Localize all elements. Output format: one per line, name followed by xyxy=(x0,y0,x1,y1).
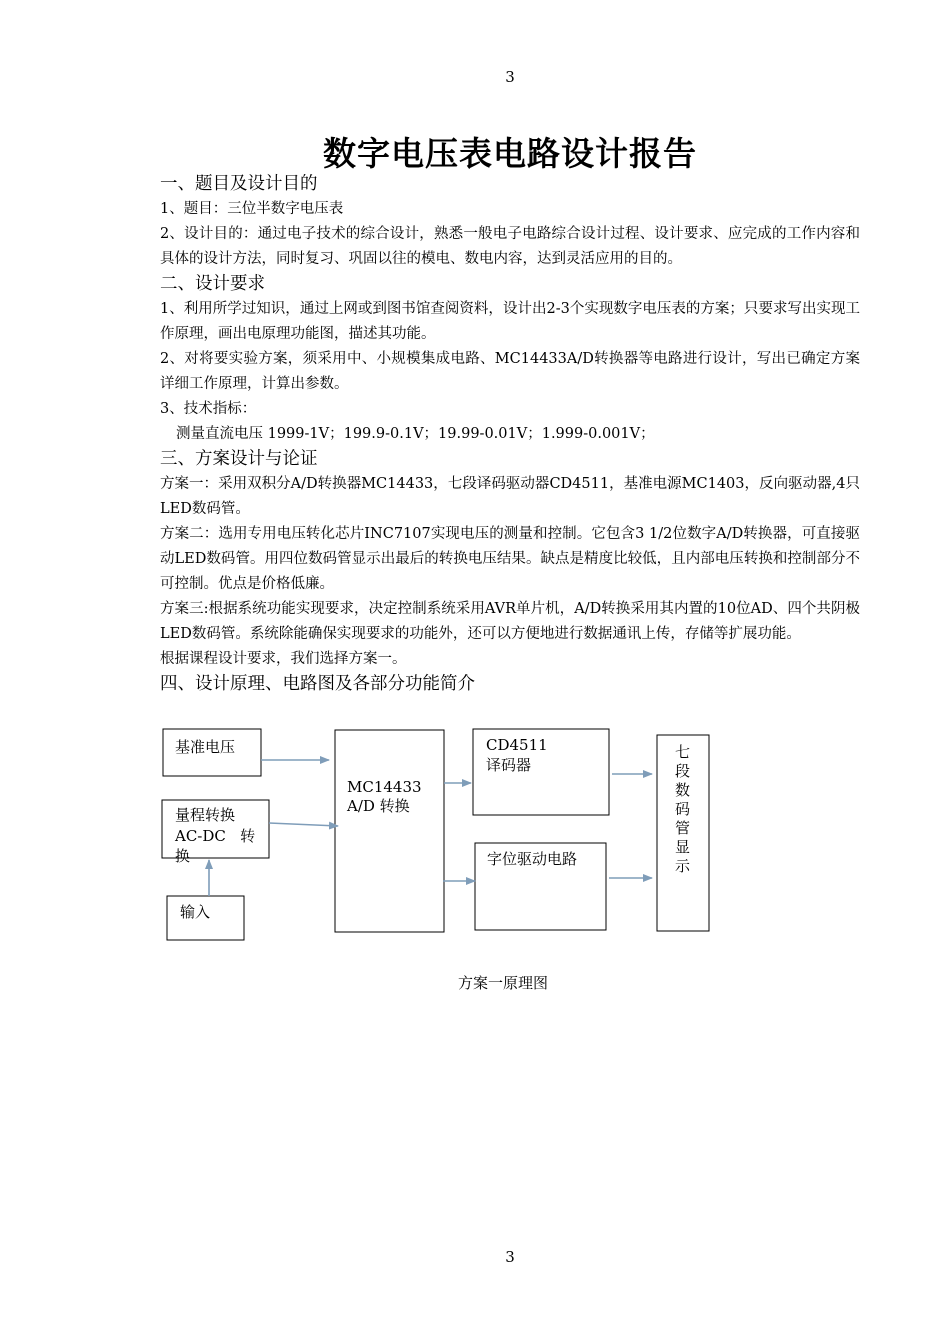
paragraph: 2、对将要实验方案，须采用中、小规模集成电路、MC14433A/D转换器等电路进行设计，写出已确定方案详细工作原理，计算出参数。 xyxy=(160,351,860,392)
range-label-line2: AC-DC 转 xyxy=(175,827,256,845)
decoder-label-line1: CD4511 xyxy=(486,736,548,754)
ref-voltage-label: 基准电压 xyxy=(175,738,236,756)
paragraph: 测量直流电压 1999-1V；199.9-0.1V；19.99-0.01V；1.999-0.001V； xyxy=(176,426,655,442)
adc-box xyxy=(335,730,444,932)
page-title: 数字电压表电路设计报告 xyxy=(323,134,697,173)
page-number-bottom: 3 xyxy=(505,1248,515,1266)
paragraph: 方案一：采用双积分A/D转换器MC14433，七段译码驱动器CD4511，基准电源MC1403，反向驱动器,4只LED数码管。 xyxy=(160,476,860,517)
decoder-label-line2: 译码器 xyxy=(486,756,532,774)
paragraph: 方案三:根据系统功能实现要求，决定控制系统采用AVR单片机，A/D转换采用其内置的10位AD、四个共阴极LED数码管。系统除能确保实现要求的功能外，还可以方便地进行数据通讯上传，存储等扩展功能。 xyxy=(160,601,860,642)
range-label-line1: 量程转换 xyxy=(175,806,236,824)
paragraph: 根据课程设计要求，我们选择方案一。 xyxy=(160,651,407,667)
display-char: 管 xyxy=(675,819,691,837)
display-char: 显 xyxy=(675,838,691,856)
section-heading-2: 二、设计要求 xyxy=(160,274,265,294)
section-heading-3: 三、方案设计与论证 xyxy=(160,449,318,469)
paragraph: 方案二：选用专用电压转化芯片INC7107实现电压的测量和控制。它包含3 1/2位数字A/D转换器，可直接驱动LED数码管。用四位数码管显示出最后的转换电压结果。缺点是精度比较低，且内部电压转换和控制部分不可控制。优点是价格低廉。 xyxy=(160,526,860,592)
paragraph: 1、利用所学过知识，通过上网或到图书馆查阅资料，设计出2-3个实现数字电压表的方案；只要求写出实现工作原理，画出电原理功能图，描述其功能。 xyxy=(160,301,860,342)
range-label-line3: 换 xyxy=(175,847,191,865)
display-char: 数 xyxy=(675,781,691,799)
display-char: 七 xyxy=(675,743,691,761)
paragraph: 3、技术指标： xyxy=(160,401,257,417)
adc-label-line1: MC14433 xyxy=(347,778,422,796)
paragraph: 2、设计目的：通过电子技术的综合设计，熟悉一般电子电路综合设计过程、设计要求、应完成的工作内容和具体的设计方法，同时复习、巩固以往的模电、数电内容，达到灵活应用的目的。 xyxy=(160,226,860,267)
digit-driver-label: 字位驱动电路 xyxy=(487,850,578,868)
adc-label-line2: A/D 转换 xyxy=(347,797,410,815)
section-heading-1: 一、题目及设计目的 xyxy=(160,174,318,194)
display-char: 示 xyxy=(675,857,691,875)
display-char: 码 xyxy=(675,800,691,818)
section-heading-4: 四、设计原理、电路图及各部分功能简介 xyxy=(160,674,475,694)
diagram-caption: 方案一原理图 xyxy=(458,974,549,992)
arrow-range-to-adc xyxy=(269,823,338,826)
display-char: 段 xyxy=(675,762,691,780)
paragraph: 1、题目：三位半数字电压表 xyxy=(160,201,344,217)
page-number-top: 3 xyxy=(505,68,515,86)
input-label: 输入 xyxy=(180,903,211,921)
